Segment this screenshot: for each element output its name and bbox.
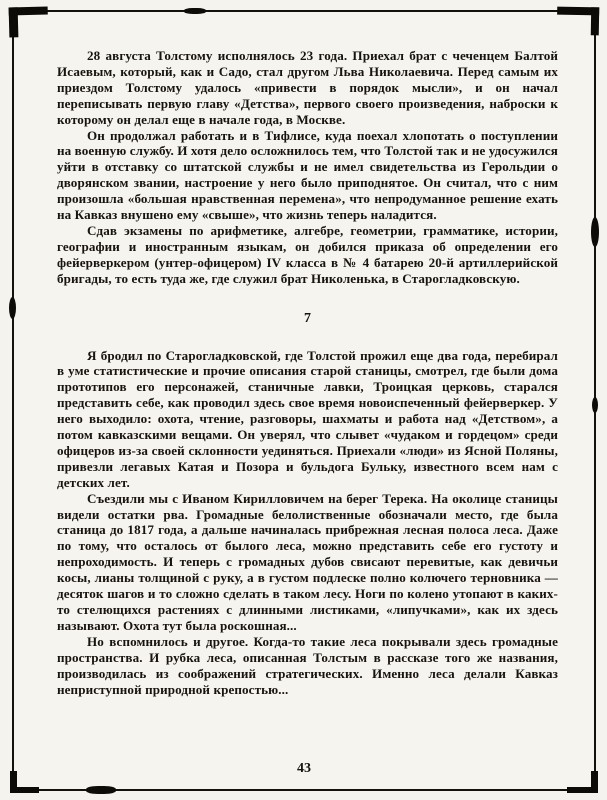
paragraph: Съездили мы с Иваном Кирилловичем на берег Терека. На околице станицы видели остатки рва. Громадные белолиственные обозначали место, где была станица до 1817 года, а дальше начиналась прибрежная лесная полоса леса. Даже по тому, что осталось от былого леса, можно представить себе его густоту и непроходимость. И теперь с громадных дубов свисают перевитые, как девичьи косы, лианы толщиной с руку, а в густом подлеске полно колючего терновника — десяток шагов и то сложно сделать в таком лесу. Ноги по колено утопают в каких-то стелющихся растениях с длинными листиками, «липучками», как их здесь называют. Охота тут была роскошная... (57, 490, 558, 633)
page-number: 43 (297, 761, 311, 776)
paragraph: 28 августа Толстому исполнялось 23 года. Приехал брат с чеченцем Балтой Исаевым, который, как и Садо, стал другом Льва Николаевича. Перед самым их приездом Толстому удалось «привести в порядок мысли», и он начал переписывать первую главу «Детства», первого своего произведения, наброски к которому он делал еще в начале года, в Москве. (57, 48, 558, 127)
scan-artifact-left-edge (9, 297, 16, 319)
chapter-number-heading: 7 (303, 310, 312, 326)
paragraph: Я бродил по Старогладковской, где Толстой прожил еще два года, перебирал в уме статистические и прочие описания старой станицы, смотрел, где были дома прототипов его персонажей, станичные лавки, Троицкая церковь, старался представить себе, как проводил здесь свое время новоиспеченный фейерверкер. У него выходило: охота, чтение, разговоры, шахматы и работа над «Детством», а потом кавказскими вещами. Он уверял, что слывет «чудаком и гордецом» среди офицеров из-за своей склонности уединяться. Приехали «люди» из Ясной Поляны, привезли легавых Катая и Позора и бульдога Бульку, известного всем нам с детских лет. (57, 347, 558, 490)
text-block (57, 48, 558, 697)
paragraph: Сдав экзамены по арифметике, алгебре, геометрии, грамматике, истории, географии и иностранным языкам, он добился приказа об определении его фейерверкером (унтер-офицером) IV класса в № 4 батарею 20-й артиллерийской бригады, то есть туда же, где служил брат Николенька, в Старогладковскую. (57, 222, 558, 286)
page-border-frame (12, 10, 596, 791)
scan-artifact-top-edge (184, 8, 206, 14)
scan-artifact-top-right (557, 7, 599, 36)
scan-artifact-bottom-edge (86, 786, 116, 794)
scan-artifact-right-edge (592, 397, 598, 413)
paragraph: Он продолжал работать и в Тифлисе, куда поехал хлопотать о поступлении на военную службу. И хотя дело осложнилось тем, что Толстой так и не удосужился уйти в отставку со штатской службы и не имел свидетельства из Герольдии о дворянском звании, настроение у него было приподнятое. Он считал, что с ним произошла «большая нравственная перемена», что непродуманное решение ехать на Кавказ внушено ему «свыше», что жизнь теперь наладится. (57, 127, 558, 223)
paragraph: Но вспомнилось и другое. Когда-то такие леса покрывали здесь громадные пространства. И рубка леса, описанная Толстым в рассказе того же названия, производилась из соображений стратегических. Именно леса делали Кавказ неприступной природной крепостью... (57, 633, 558, 697)
scan-artifact-right-edge (591, 217, 599, 247)
scan-artifact-top-left (9, 6, 49, 37)
